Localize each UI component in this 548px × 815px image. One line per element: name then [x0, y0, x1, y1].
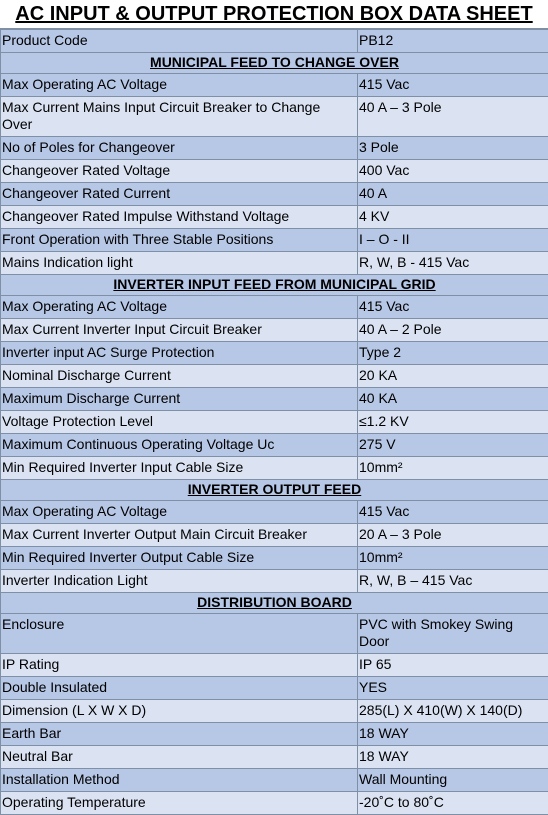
section-heading: MUNICIPAL FEED TO CHANGE OVER	[1, 53, 548, 74]
row-value: PVC with Smokey Swing Door	[358, 614, 548, 654]
table-row	[1, 365, 548, 388]
table-row	[1, 252, 548, 275]
table-row	[1, 792, 548, 815]
row-value: 415 Vac	[358, 501, 548, 524]
section-heading-row	[1, 275, 548, 296]
table-row	[1, 746, 548, 769]
row-value: YES	[358, 677, 548, 700]
row-label: Mains Indication light	[1, 252, 358, 275]
row-value: ≤1.2 KV	[358, 411, 548, 434]
row-label: Earth Bar	[1, 723, 358, 746]
row-value: 40 KA	[358, 388, 548, 411]
row-label: IP Rating	[1, 654, 358, 677]
row-label: Max Operating AC Voltage	[1, 501, 358, 524]
row-label: Double Insulated	[1, 677, 358, 700]
table-row	[1, 723, 548, 746]
table-row	[1, 524, 548, 547]
section-heading: INVERTER OUTPUT FEED	[1, 480, 548, 501]
table-row	[1, 137, 548, 160]
row-value: 415 Vac	[358, 296, 548, 319]
row-label: Changeover Rated Current	[1, 183, 358, 206]
table-row	[1, 700, 548, 723]
row-value: 40 A – 2 Pole	[358, 319, 548, 342]
table-row	[1, 296, 548, 319]
table-row	[1, 411, 548, 434]
row-label: Maximum Discharge Current	[1, 388, 358, 411]
row-label: Min Required Inverter Input Cable Size	[1, 457, 358, 480]
row-label: Min Required Inverter Output Cable Size	[1, 547, 358, 570]
row-value: 285(L) X 410(W) X 140(D)	[358, 700, 548, 723]
row-value: 415 Vac	[358, 74, 548, 97]
table-row	[1, 160, 548, 183]
row-label: Max Operating AC Voltage	[1, 296, 358, 319]
table-row	[1, 388, 548, 411]
row-value: 18 WAY	[358, 746, 548, 769]
row-value: 4 KV	[358, 206, 548, 229]
table-row	[1, 654, 548, 677]
section-heading: INVERTER INPUT FEED FROM MUNICIPAL GRID	[1, 275, 548, 296]
table-row	[1, 677, 548, 700]
row-label: Dimension (L X W X D)	[1, 700, 358, 723]
row-label: Enclosure	[1, 614, 358, 654]
row-label: Product Code	[1, 30, 358, 53]
row-label: Neutral Bar	[1, 746, 358, 769]
row-value: PB12	[358, 30, 548, 53]
table-row	[1, 206, 548, 229]
row-label: Installation Method	[1, 769, 358, 792]
section-heading-row	[1, 593, 548, 614]
table-row	[1, 457, 548, 480]
row-label: Front Operation with Three Stable Positions	[1, 229, 358, 252]
table-row	[1, 501, 548, 524]
table-row	[1, 183, 548, 206]
table-row	[1, 97, 548, 137]
row-value: 275 V	[358, 434, 548, 457]
row-value: Type 2	[358, 342, 548, 365]
table-row	[1, 229, 548, 252]
section-heading: DISTRIBUTION BOARD	[1, 593, 548, 614]
sheet-title: AC INPUT & OUTPUT PROTECTION BOX DATA SHEET	[0, 0, 548, 29]
row-label: No of Poles for Changeover	[1, 137, 358, 160]
table-row	[1, 547, 548, 570]
table-row	[1, 614, 548, 654]
table-row	[1, 30, 548, 53]
row-label: Nominal Discharge Current	[1, 365, 358, 388]
row-value: 18 WAY	[358, 723, 548, 746]
row-label: Inverter Indication Light	[1, 570, 358, 593]
row-label: Max Operating AC Voltage	[1, 74, 358, 97]
table-row	[1, 570, 548, 593]
section-heading-row	[1, 53, 548, 74]
row-value: 20 KA	[358, 365, 548, 388]
table-row	[1, 319, 548, 342]
row-value: 40 A – 3 Pole	[358, 97, 548, 137]
row-label: Changeover Rated Voltage	[1, 160, 358, 183]
row-value: R, W, B – 415 Vac	[358, 570, 548, 593]
row-value: 10mm²	[358, 547, 548, 570]
row-value: 40 A	[358, 183, 548, 206]
table-row	[1, 434, 548, 457]
row-value: 3 Pole	[358, 137, 548, 160]
row-label: Inverter input AC Surge Protection	[1, 342, 358, 365]
row-label: Operating Temperature	[1, 792, 358, 815]
row-label: Maximum Continuous Operating Voltage Uc	[1, 434, 358, 457]
row-label: Max Current Inverter Output Main Circuit Breaker	[1, 524, 358, 547]
row-value: I – O - II	[358, 229, 548, 252]
section-heading-row	[1, 480, 548, 501]
table-row	[1, 342, 548, 365]
row-label: Changeover Rated Impulse Withstand Voltage	[1, 206, 358, 229]
row-value: 400 Vac	[358, 160, 548, 183]
row-label: Max Current Inverter Input Circuit Breaker	[1, 319, 358, 342]
table-row	[1, 74, 548, 97]
row-value: Wall Mounting	[358, 769, 548, 792]
row-value: 20 A – 3 Pole	[358, 524, 548, 547]
row-value: R, W, B - 415 Vac	[358, 252, 548, 275]
row-label: Max Current Mains Input Circuit Breaker to Change Over	[1, 97, 358, 137]
row-value: 10mm²	[358, 457, 548, 480]
row-label: Voltage Protection Level	[1, 411, 358, 434]
row-value: IP 65	[358, 654, 548, 677]
row-value: -20˚C to 80˚C	[358, 792, 548, 815]
table-row	[1, 769, 548, 792]
spec-table	[0, 29, 548, 815]
